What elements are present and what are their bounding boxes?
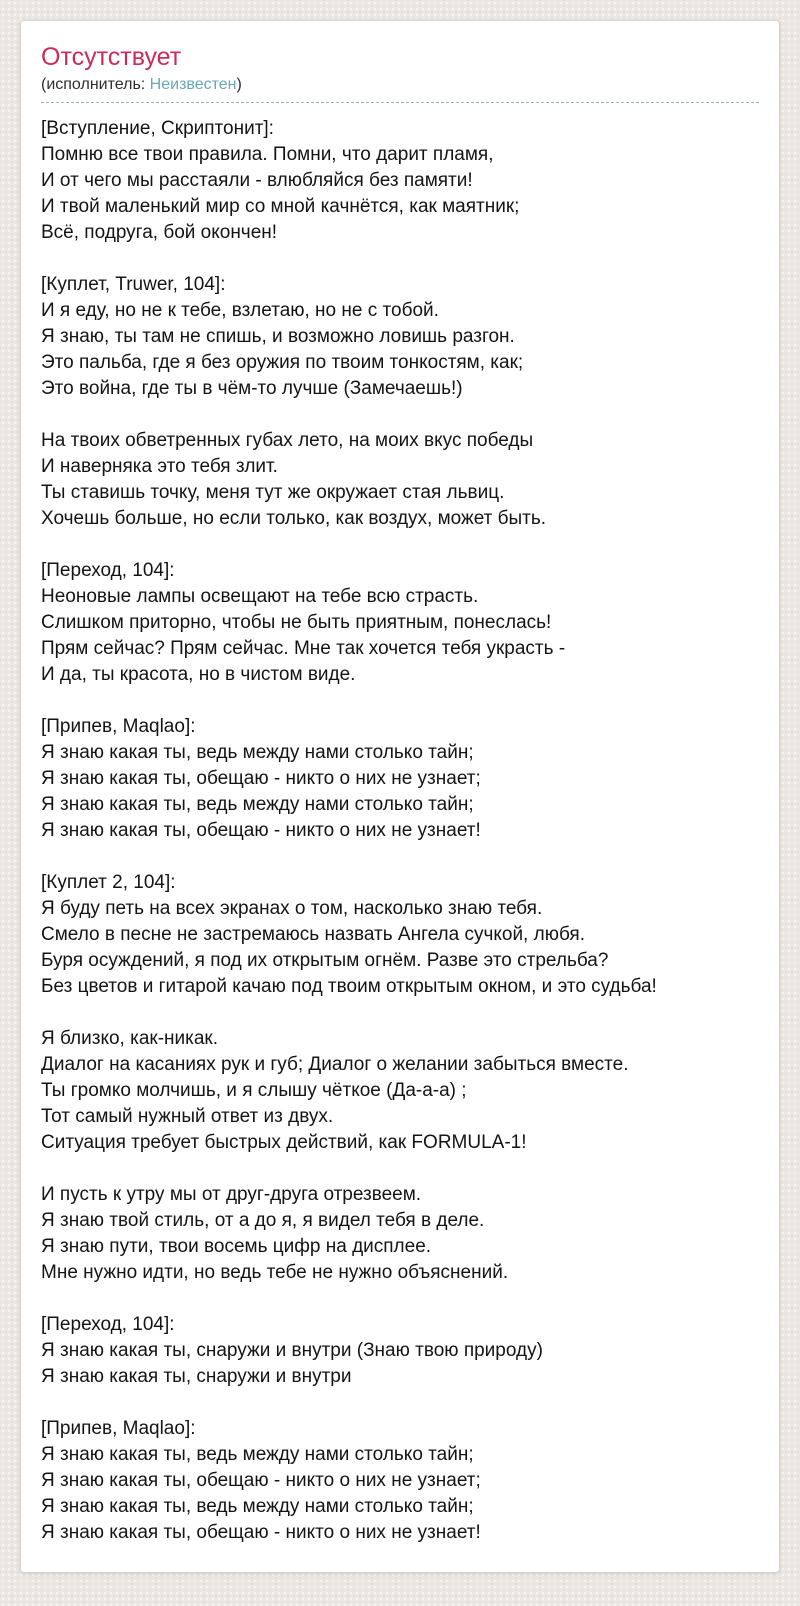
lyric-line: Я знаю какая ты, ведь между нами столько тайн; [41,1444,474,1465]
lyric-line: И наверняка это тебя злит. [41,456,278,477]
lyric-line: Неоновые лампы освещают на тебе всю страсть. [41,586,479,607]
lyric-line: [Переход, 104]: [41,560,175,581]
lyric-line: [Куплет 2, 104]: [41,872,176,893]
lyric-line: Я знаю какая ты, снаружи и внутри (Знаю твою природу) [41,1340,543,1361]
lyric-line: [Припев, Maqlao]: [41,1418,196,1439]
lyric-line: [Припев, Maqlao]: [41,716,196,737]
lyric-line: Я знаю твой стиль, от а до я, я видел тебя в деле. [41,1210,485,1231]
lyric-line: Ты ставишь точку, меня тут же окружает стая львиц. [41,482,505,503]
lyric-line: И твой маленький мир со мной качнётся, как маятник; [41,196,520,217]
lyric-line: И да, ты красота, но в чистом виде. [41,664,356,685]
page-background [0,20,800,1606]
lyric-line: Смело в песне не застремаюсь назвать Ангела сучкой, любя. [41,924,585,945]
lyric-line: Это война, где ты в чём-то лучше (Замечаешь!) [41,378,463,399]
lyric-line: Слишком приторно, чтобы не быть приятным, понеслась! [41,612,552,633]
lyric-line: Ты громко молчишь, и я слышу чёткое (Да-а-а) ; [41,1080,467,1101]
lyric-line: Я знаю какая ты, обещаю - никто о них не узнает! [41,820,481,841]
stanza [41,116,759,246]
artist-label-suffix: ) [236,76,242,93]
artist-label-prefix: (исполнитель: [41,76,150,93]
lyric-line: На твоих обветренных губах лето, на моих вкус победы [41,430,534,451]
lyric-line: [Вступление, Скриптонит]: [41,118,274,139]
stanza [41,428,759,532]
lyric-line: Прям сейчас? Прям сейчас. Мне так хочется тебя украсть - [41,638,566,659]
lyric-line: Помню все твои правила. Помни, что дарит пламя, [41,144,494,165]
stanza [41,272,759,402]
artist-link[interactable]: Неизвестен [149,76,237,93]
lyrics-text [41,116,759,1546]
lyric-line: Я буду петь на всех экранах о том, насколько знаю тебя. [41,898,543,919]
lyric-line: Хочешь больше, но если только, как воздух, может быть. [41,508,547,529]
lyric-line: Тот самый нужный ответ из двух. [41,1106,334,1127]
artist-line [41,75,759,103]
lyric-line: Я знаю какая ты, ведь между нами столько тайн; [41,742,474,763]
lyric-line: Я знаю какая ты, снаружи и внутри [41,1366,352,1387]
stanza [41,714,759,844]
lyric-line: [Переход, 104]: [41,1314,175,1335]
lyrics-card [20,20,780,1573]
lyric-line: Я знаю какая ты, ведь между нами столько тайн; [41,794,474,815]
lyric-line: Я знаю какая ты, ведь между нами столько тайн; [41,1496,474,1517]
lyric-line: Диалог на касаниях рук и губ; Диалог о желании забыться вместе. [41,1054,629,1075]
lyric-line: И я еду, но не к тебе, взлетаю, но не с тобой. [41,300,439,321]
stanza [41,558,759,688]
stanza [41,1312,759,1390]
lyric-line: Я знаю пути, твои восемь цифр на дисплее. [41,1236,432,1257]
lyric-line: Я знаю, ты там не спишь, и возможно ловишь разгон. [41,326,515,347]
lyric-line: Я знаю какая ты, обещаю - никто о них не узнает! [41,1522,481,1543]
lyric-line: Ситуация требует быстрых действий, как FORMULA-1! [41,1132,527,1153]
stanza [41,1416,759,1546]
lyric-line: Всё, подруга, бой окончен! [41,222,278,243]
song-title: Отсутствует [41,43,182,71]
lyric-line: И от чего мы расстаяли - влюбляйся без памяти! [41,170,473,191]
lyric-line: Я знаю какая ты, обещаю - никто о них не узнает; [41,768,481,789]
lyric-line: Мне нужно идти, но ведь тебе не нужно объяснений. [41,1262,509,1283]
lyric-line: Я близко, как-никак. [41,1028,219,1049]
stanza [41,870,759,1000]
lyric-line: [Куплет, Truwer, 104]: [41,274,226,295]
lyric-line: Без цветов и гитарой качаю под твоим открытым окном, и это судьба! [41,976,657,997]
lyric-line: Буря осуждений, я под их открытым огнём. Разве это стрельба? [41,950,609,971]
stanza [41,1026,759,1156]
lyric-line: Это пальба, где я без оружия по твоим тонкостям, как; [41,352,524,373]
stanza [41,1182,759,1286]
lyric-line: Я знаю какая ты, обещаю - никто о них не узнает; [41,1470,481,1491]
lyric-line: И пусть к утру мы от друг-друга отрезвеем. [41,1184,422,1205]
